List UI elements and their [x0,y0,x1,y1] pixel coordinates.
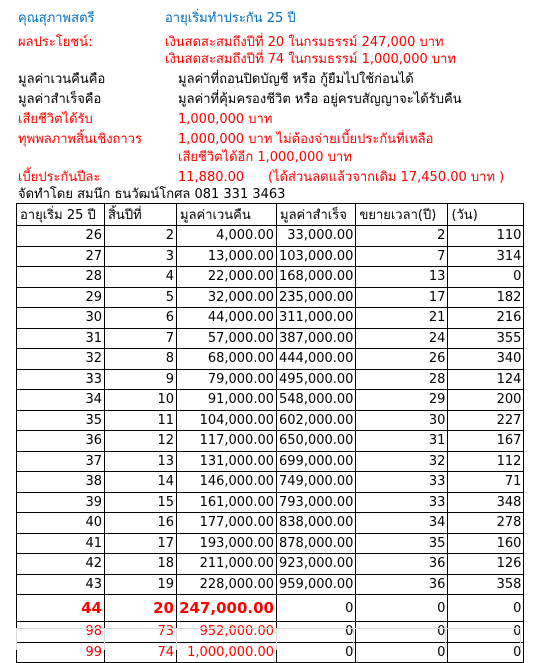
col-header-extended-days: (วัน) [448,204,524,226]
cell-age: 41 [17,533,105,554]
premium-label: เบี้ยประกันปีละ [18,170,101,185]
header-left-title: คุณสุภาพสตรี [18,11,95,26]
cell-extended-years: 33 [356,492,448,513]
col-header-extended-years: ขยายเวลา(ปี) [356,204,448,226]
cell-extended-years: 0 [356,642,448,663]
empty-sheet-gridlines [16,628,521,650]
cell-extended-days: 0 [448,595,524,622]
cell-surrender-value: 57,000.00 [177,328,277,349]
cell-paidup-value: 311,000.00 [277,308,356,329]
cell-year-end: 14 [105,472,177,493]
cell-age: 40 [17,513,105,534]
cell-extended-years: 0 [356,595,448,622]
cell-extended-days: 200 [448,390,524,411]
table-row [17,246,524,267]
table-row [17,410,524,431]
table-row [17,328,524,349]
col-header-year-end: สิ้นปีที่ [105,204,177,226]
cell-age: 39 [17,492,105,513]
cell-year-end: 74 [105,642,177,663]
cell-year-end: 10 [105,390,177,411]
death-label: เสียชีวิตได้รับ [18,112,93,127]
cell-year-end: 16 [105,513,177,534]
table-row [17,349,524,370]
disability-label: ทุพพลภาพสิ้นเชิงถาวร [18,132,143,147]
cell-year-end: 15 [105,492,177,513]
cell-age: 42 [17,554,105,575]
cell-extended-years: 2 [356,226,448,247]
cell-extended-days: 124 [448,369,524,390]
cell-extended-days: 112 [448,451,524,472]
cell-surrender-value: 952,000.00 [177,622,277,643]
cell-year-end: 8 [105,349,177,370]
cell-year-end: 3 [105,246,177,267]
table-row [17,492,524,513]
cell-extended-days: 126 [448,554,524,575]
cell-surrender-value: 247,000.00 [177,595,277,622]
table-row [17,431,524,452]
cell-year-end: 20 [105,595,177,622]
cell-year-end: 5 [105,287,177,308]
cell-age: 37 [17,451,105,472]
col-header-surrender-value: มูลค่าเวนคืน [177,204,277,226]
cell-extended-years: 7 [356,246,448,267]
premium-discount-note: (ได้ส่วนลดแล้วจากเดิม 17,450.00 บาท ) [268,170,505,185]
cell-extended-years: 32 [356,451,448,472]
prepared-by: จัดทำโดย สมนึก ธนวัฒน์โกศล 081 331 3463 [18,187,286,202]
table-row [17,369,524,390]
cell-paidup-value: 103,000.00 [277,246,356,267]
cell-extended-days: 160 [448,533,524,554]
cell-extended-days: 71 [448,472,524,493]
cell-age: 26 [17,226,105,247]
cell-extended-years: 21 [356,308,448,329]
table-row [17,451,524,472]
cell-surrender-value: 91,000.00 [177,390,277,411]
cell-paidup-value: 959,000.00 [277,574,356,595]
cell-paidup-value: 749,000.00 [277,472,356,493]
cell-extended-years: 30 [356,410,448,431]
table-header-row [17,204,524,226]
cell-extended-days: 340 [448,349,524,370]
surrender-value-table [16,203,524,663]
cell-surrender-value: 44,000.00 [177,308,277,329]
cell-year-end: 73 [105,622,177,643]
table-row [17,554,524,575]
cell-surrender-value: 146,000.00 [177,472,277,493]
cell-surrender-value: 32,000.00 [177,287,277,308]
cell-paidup-value: 0 [277,622,356,643]
cell-age: 31 [17,328,105,349]
table-row [17,267,524,288]
cell-age: 99 [17,642,105,663]
cell-age: 43 [17,574,105,595]
cell-paidup-value: 548,000.00 [277,390,356,411]
cell-extended-days: 182 [448,287,524,308]
cell-extended-days: 110 [448,226,524,247]
cell-extended-years: 31 [356,431,448,452]
header-right-age: อายุเริ่มทำประกัน 25 ปี [165,11,296,26]
table-row [17,390,524,411]
cell-surrender-value: 177,000.00 [177,513,277,534]
col-header-age: อายุเริ่ม 25 ปี [17,204,105,226]
cell-paidup-value: 235,000.00 [277,287,356,308]
cell-paidup-value: 495,000.00 [277,369,356,390]
cell-paidup-value: 878,000.00 [277,533,356,554]
cell-year-end: 7 [105,328,177,349]
cell-surrender-value: 79,000.00 [177,369,277,390]
cell-year-end: 19 [105,574,177,595]
surrender-label: มูลค่าเวนคืนคือ [18,72,106,87]
cell-year-end: 18 [105,554,177,575]
benefit-year20: เงินสดสะสมถึงปีที่ 20 ในกรมธรรม์ 247,000 บาท [165,35,444,50]
cell-year-end: 6 [105,308,177,329]
table-row [17,472,524,493]
cell-surrender-value: 161,000.00 [177,492,277,513]
cell-extended-years: 0 [356,622,448,643]
cell-extended-days: 278 [448,513,524,534]
cell-extended-years: 28 [356,369,448,390]
cell-extended-years: 24 [356,328,448,349]
cell-surrender-value: 211,000.00 [177,554,277,575]
cell-extended-days: 0 [448,622,524,643]
cell-year-end: 13 [105,451,177,472]
cell-extended-days: 348 [448,492,524,513]
cell-paidup-value: 602,000.00 [277,410,356,431]
cell-year-end: 4 [105,267,177,288]
cell-surrender-value: 13,000.00 [177,246,277,267]
cell-extended-years: 35 [356,533,448,554]
cell-paidup-value: 33,000.00 [277,226,356,247]
cell-extended-days: 227 [448,410,524,431]
paidup-label: มูลค่าสำเร็จคือ [18,92,102,107]
cell-paidup-value: 0 [277,595,356,622]
cell-extended-days: 216 [448,308,524,329]
cell-extended-years: 17 [356,287,448,308]
cell-age: 38 [17,472,105,493]
cell-age: 35 [17,410,105,431]
table-row [17,574,524,595]
cell-extended-years: 34 [356,513,448,534]
table-row [17,287,524,308]
cell-extended-years: 29 [356,390,448,411]
cell-age: 36 [17,431,105,452]
cell-paidup-value: 168,000.00 [277,267,356,288]
cell-year-end: 17 [105,533,177,554]
cell-paidup-value: 0 [277,642,356,663]
cell-extended-years: 36 [356,574,448,595]
cell-extended-days: 167 [448,431,524,452]
cell-extended-years: 36 [356,554,448,575]
benefit-label: ผลประโยชน์: [18,35,93,50]
cell-extended-years: 26 [356,349,448,370]
cell-surrender-value: 4,000.00 [177,226,277,247]
death-amount: 1,000,000 บาท [178,112,273,127]
cell-age: 30 [17,308,105,329]
cell-paidup-value: 650,000.00 [277,431,356,452]
benefit-year74: เงินสดสะสมถึงปีที่ 74 ในกรมธรรม์ 1,000,000 บาท [165,52,456,67]
cell-surrender-value: 193,000.00 [177,533,277,554]
cell-extended-days: 314 [448,246,524,267]
cell-surrender-value: 131,000.00 [177,451,277,472]
cell-surrender-value: 104,000.00 [177,410,277,431]
cell-paidup-value: 793,000.00 [277,492,356,513]
cell-year-end: 9 [105,369,177,390]
cell-surrender-value: 68,000.00 [177,349,277,370]
cell-age: 98 [17,622,105,643]
cell-paidup-value: 699,000.00 [277,451,356,472]
cell-age: 44 [17,595,105,622]
surrender-desc: มูลค่าที่ถอนปิดบัญชี หรือ กู้ยืมไปใช้ก่อนได้ [178,72,414,87]
cell-surrender-value: 228,000.00 [177,574,277,595]
paidup-desc: มูลค่าที่คุ้มครองชีวิต หรือ อยู่ครบสัญญาจะได้รับคืน [178,92,462,107]
cell-paidup-value: 387,000.00 [277,328,356,349]
cell-year-end: 2 [105,226,177,247]
table-row [17,595,524,622]
cell-age: 33 [17,369,105,390]
cell-extended-days: 0 [448,642,524,663]
cell-year-end: 11 [105,410,177,431]
cell-paidup-value: 923,000.00 [277,554,356,575]
col-header-paidup-value: มูลค่าสำเร็จ [277,204,356,226]
table-row [17,308,524,329]
disability-death: เสียชีวิตได้อีก 1,000,000 บาท [178,150,352,165]
cell-extended-years: 33 [356,472,448,493]
cell-surrender-value: 117,000.00 [177,431,277,452]
table-row [17,533,524,554]
cell-extended-days: 0 [448,267,524,288]
cell-paidup-value: 838,000.00 [277,513,356,534]
disability-desc: 1,000,000 บาท ไม่ต้องจ่ายเบี้ยประกันที่เหลือ [178,132,434,147]
cell-extended-days: 355 [448,328,524,349]
cell-age: 32 [17,349,105,370]
cell-paidup-value: 444,000.00 [277,349,356,370]
table-row [17,226,524,247]
cell-age: 34 [17,390,105,411]
cell-age: 29 [17,287,105,308]
cell-extended-days: 358 [448,574,524,595]
cell-age: 27 [17,246,105,267]
cell-extended-years: 13 [356,267,448,288]
cell-surrender-value: 1,000,000.00 [177,642,277,663]
premium-amount: 11,880.00 [178,170,245,185]
table-row [17,513,524,534]
cell-age: 28 [17,267,105,288]
cell-year-end: 12 [105,431,177,452]
cell-surrender-value: 22,000.00 [177,267,277,288]
